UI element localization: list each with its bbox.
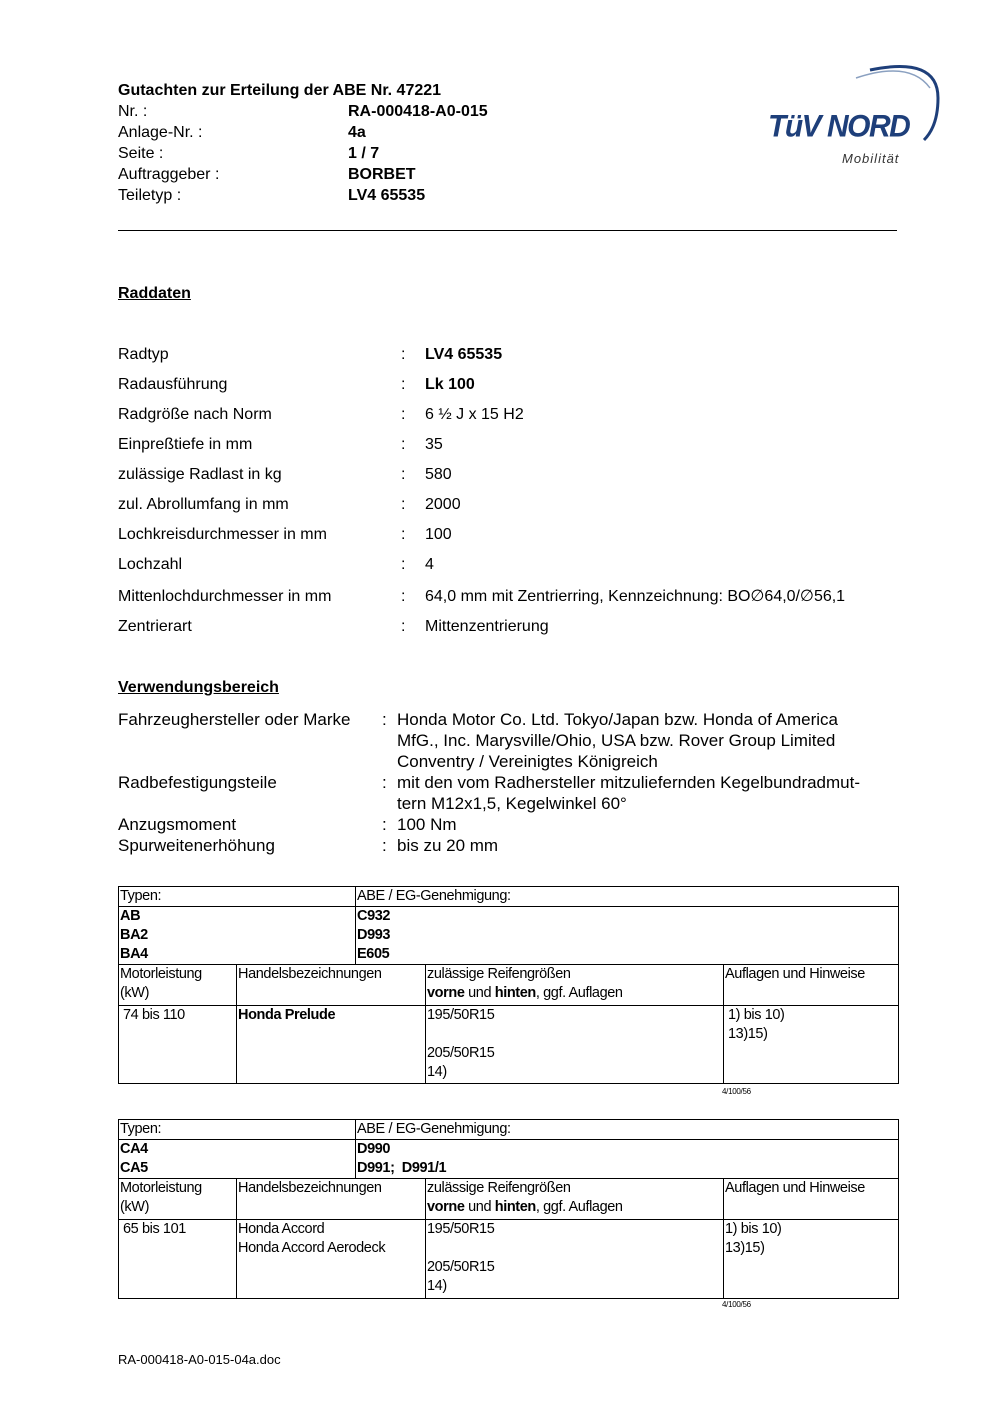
abe-cell: D990 D991; D991/1 <box>356 1140 899 1179</box>
rd-row-lochkreis: Lochkreisdurchmesser in mm : 100 <box>118 526 452 543</box>
col-handel-header: Handelsbezeichnungen <box>237 965 426 1006</box>
rd-row-radausfuehrung: Radausführung : Lk 100 <box>118 376 475 393</box>
logo-subtitle: Mobilität <box>842 151 900 166</box>
auflagen-cell: 1) bis 10) 13)15) <box>724 1220 899 1299</box>
rd-row-lochzahl: Lochzahl : 4 <box>118 556 434 573</box>
typen-header: Typen: <box>119 887 356 907</box>
table-row <box>119 965 899 1006</box>
verwendung-list <box>118 709 902 856</box>
abe-header: ABE / EG-Genehmigung: <box>356 1120 899 1140</box>
table-stamp: 4/100/56 <box>722 1087 751 1096</box>
vb-row-hersteller: Fahrzeughersteller oder Marke : Honda Motor Co. Ltd. Tokyo/Japan bzw. Honda of America MfG., Inc. Marysville/Ohio, USA bzw. Rover Group Limited Conventry / Vereinigtes Königreich <box>118 710 838 771</box>
handel-cell: Honda Prelude <box>237 1006 426 1084</box>
auflagen-cell: 1) bis 10) 13)15) <box>724 1006 899 1084</box>
header-row-teiletyp: Teiletyp : LV4 65535 <box>118 187 426 204</box>
table-row <box>119 907 899 965</box>
vb-row-spurweite: Spurweitenerhöhung : bis zu 20 mm <box>118 836 499 855</box>
header-divider <box>118 230 897 231</box>
col-motor-header: Motorleistung (kW) <box>119 1179 237 1220</box>
logo-brand: TüV NORD <box>768 109 910 144</box>
header-row-seite: Seite : 1 / 7 <box>118 145 380 162</box>
col-reifen-header: zulässige Reifengrößen vorne und hinten, ggf. Auflagen <box>426 1179 724 1220</box>
rd-row-radlast: zulässige Radlast in kg : 580 <box>118 466 452 483</box>
rd-row-mittenloch: Mittenlochdurchmesser in mm : 64,0 mm mit Zentrierring, Kennzeichnung: BO∅64,0/∅56,1 <box>118 588 846 605</box>
table-row <box>119 1006 899 1084</box>
typen-cell: CA4 CA5 <box>119 1140 356 1179</box>
col-auflagen-header: Auflagen und Hinweise <box>724 965 899 1006</box>
table-stamp: 4/100/56 <box>722 1300 751 1309</box>
table-row <box>119 1220 899 1299</box>
motor-cell: 65 bis 101 <box>119 1220 237 1299</box>
header-row-anlage: Anlage-Nr. : 4a <box>118 124 366 141</box>
rd-row-zentrierart: Zentrierart : Mittenzentrierung <box>118 618 549 635</box>
col-motor-header: Motorleistung (kW) <box>119 965 237 1006</box>
vb-row-befestigung: Radbefestigungsteile : mit den vom Radhersteller mitzuliefernden Kegelbundradmut- tern M12x1,5, Kegelwinkel 60° <box>118 773 861 813</box>
abe-cell: C932 D993 E605 <box>356 907 899 965</box>
reifen-cell: 195/50R15 205/50R15 14) <box>426 1006 724 1084</box>
header-row-auftraggeber: Auftraggeber : BORBET <box>118 166 416 183</box>
vb-row-anzugsmoment: Anzugsmoment : 100 Nm <box>118 815 457 834</box>
rd-row-radgroesse: Radgröße nach Norm : 6 ½ J x 15 H2 <box>118 406 524 423</box>
rd-row-abrollumfang: zul. Abrollumfang in mm : 2000 <box>118 496 461 513</box>
table-row <box>119 1179 899 1220</box>
tuv-nord-logo <box>760 58 940 170</box>
document-title: Gutachten zur Erteilung der ABE Nr. 47221 <box>118 82 442 99</box>
typen-header: Typen: <box>119 1120 356 1140</box>
footer-filename: RA-000418-A0-015-04a.doc <box>118 1352 281 1367</box>
vehicle-table-1 <box>118 886 899 1084</box>
vehicle-table-2 <box>118 1119 899 1299</box>
handel-cell: Honda Accord Honda Accord Aerodeck <box>237 1220 426 1299</box>
header-row-nr: Nr. : RA-000418-A0-015 <box>118 103 488 120</box>
col-reifen-header: zulässige Reifengrößen vorne und hinten, ggf. Auflagen <box>426 965 724 1006</box>
verwendung-title: Verwendungsbereich <box>118 679 279 696</box>
reifen-cell: 195/50R15 205/50R15 14) <box>426 1220 724 1299</box>
col-handel-header: Handelsbezeichnungen <box>237 1179 426 1220</box>
typen-cell: AB BA2 BA4 <box>119 907 356 965</box>
col-auflagen-header: Auflagen und Hinweise <box>724 1179 899 1220</box>
motor-cell: 74 bis 110 <box>119 1006 237 1084</box>
abe-header: ABE / EG-Genehmigung: <box>356 887 899 907</box>
table-row <box>119 1120 899 1140</box>
table-row <box>119 1140 899 1179</box>
document-header <box>118 80 488 206</box>
raddaten-list <box>118 344 845 646</box>
raddaten-title: Raddaten <box>118 285 191 302</box>
rd-row-einpresstiefe: Einpreßtiefe in mm : 35 <box>118 436 443 453</box>
rd-row-radtyp: Radtyp : LV4 65535 <box>118 346 503 363</box>
table-row <box>119 887 899 907</box>
